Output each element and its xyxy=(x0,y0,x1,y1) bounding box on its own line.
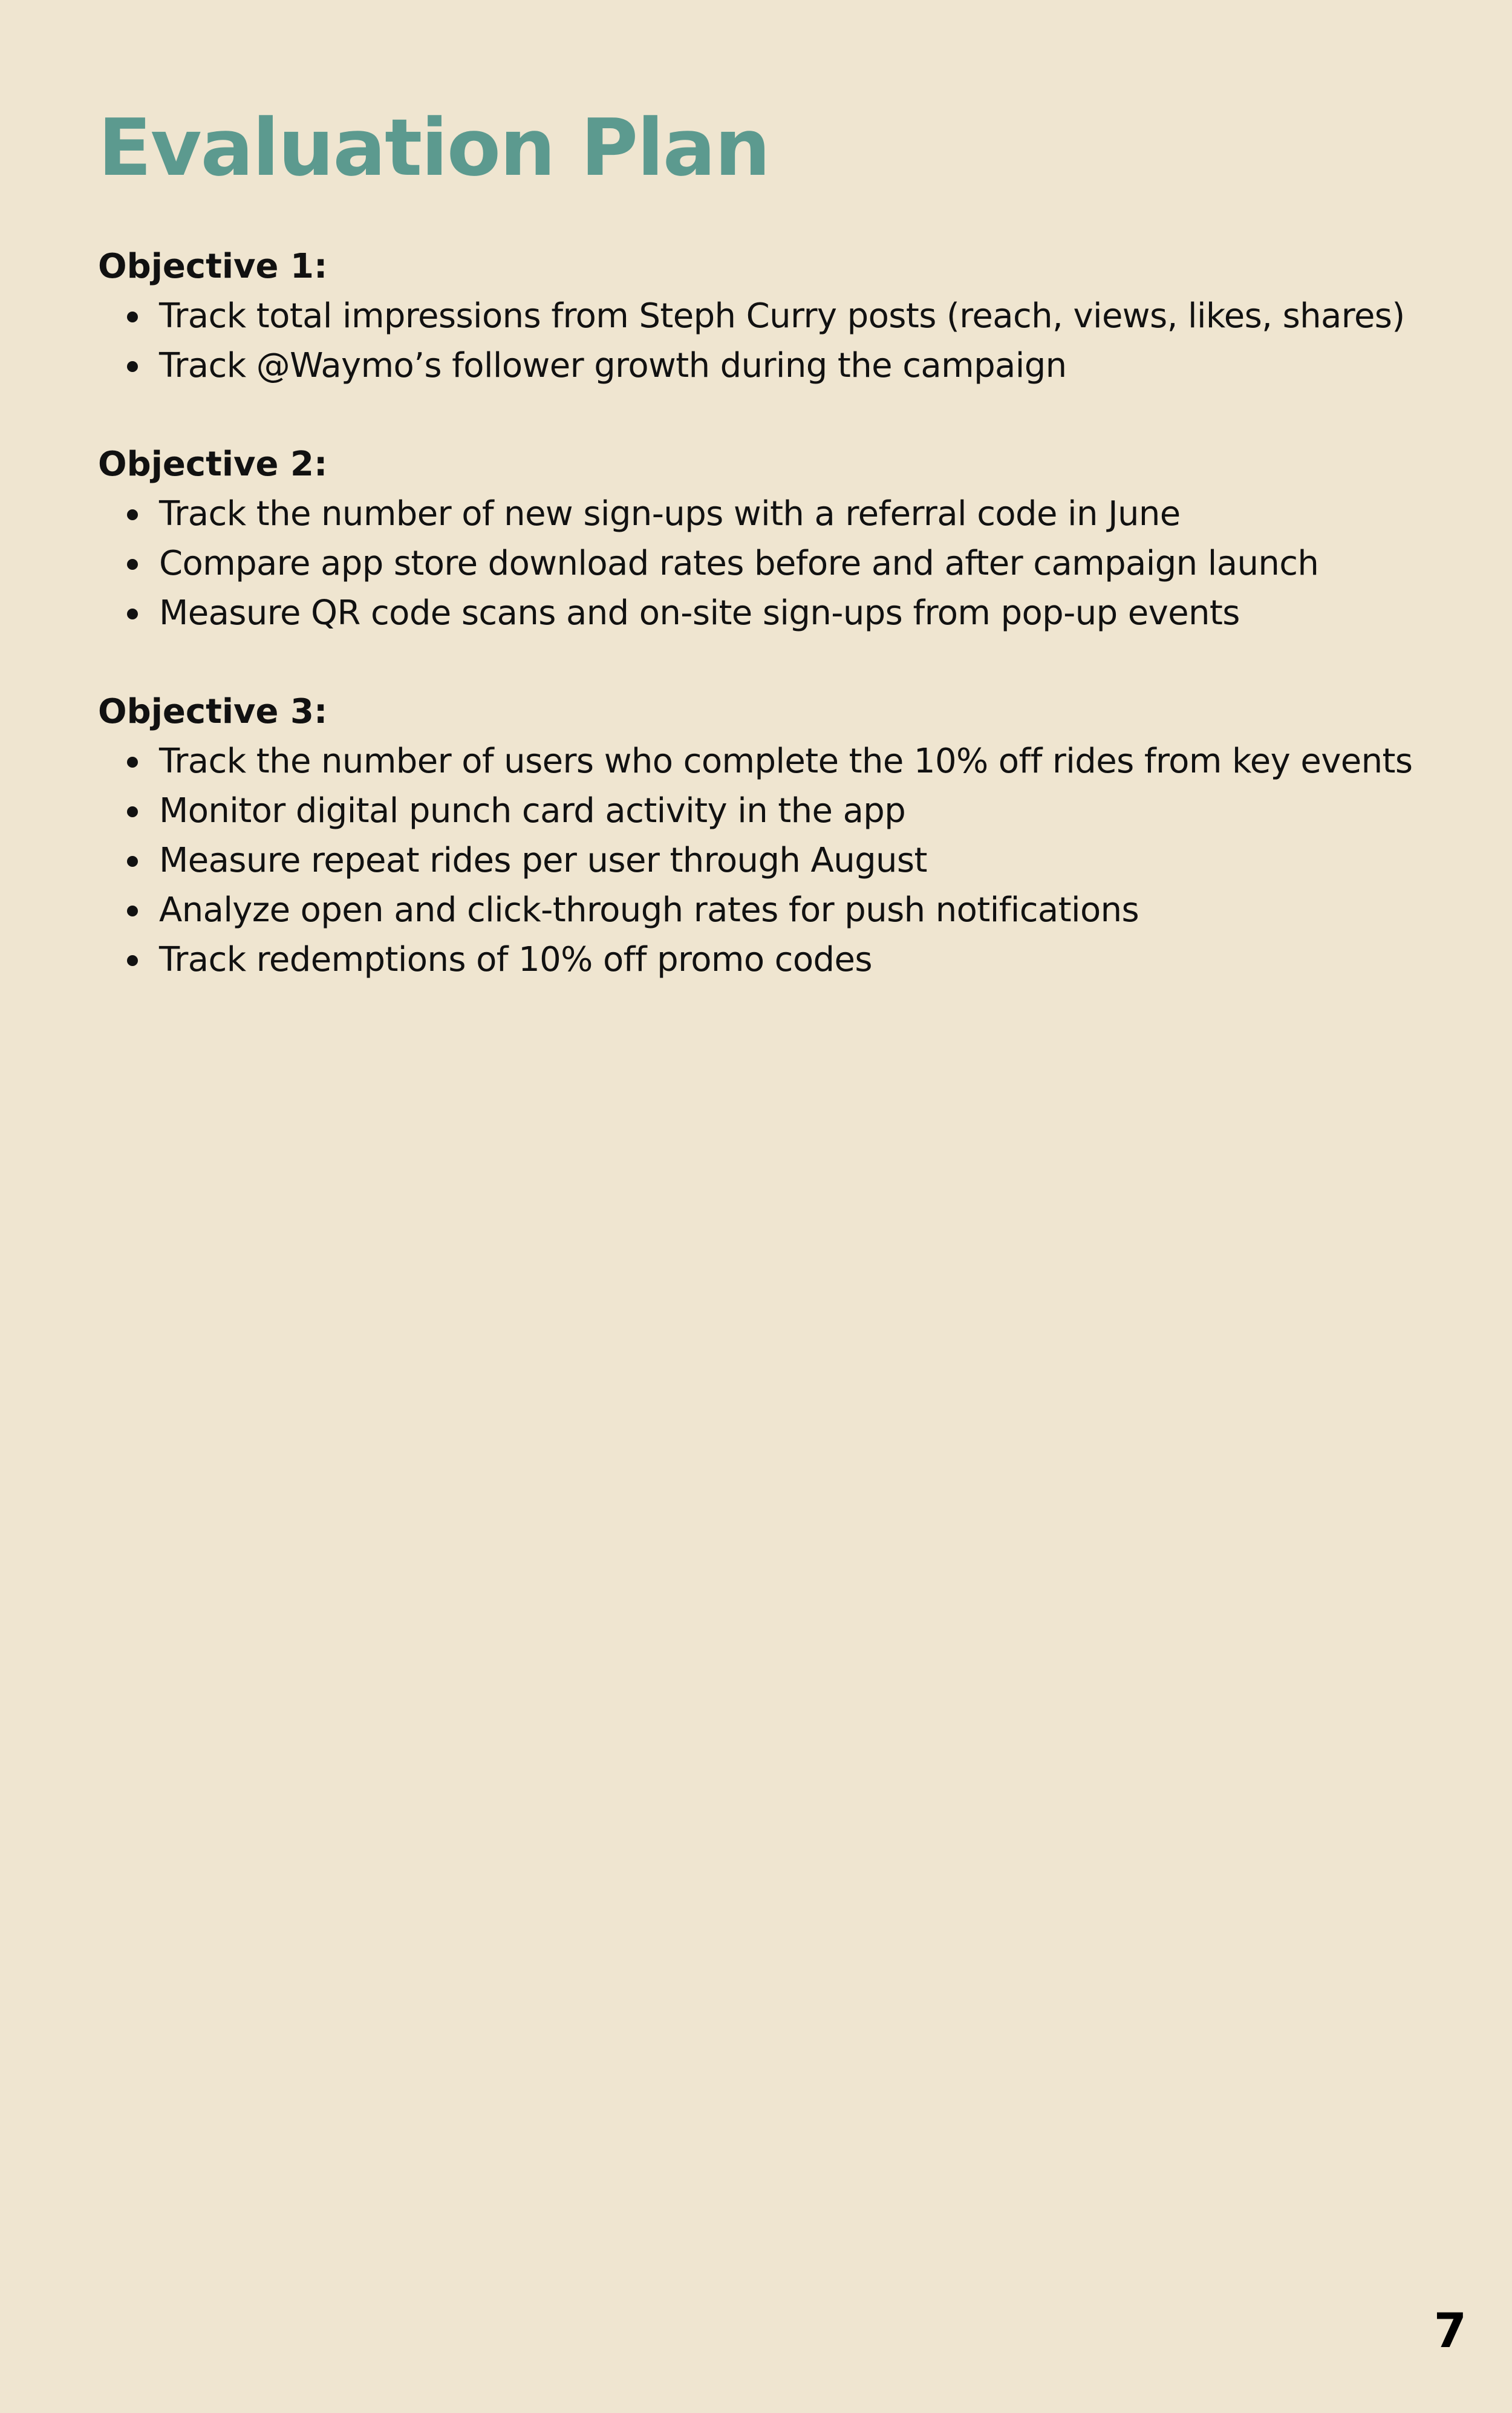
list-item-text: Track the number of new sign-ups with a referral code in June xyxy=(159,494,1181,534)
bullet-icon xyxy=(127,361,138,372)
list-item-text: Measure repeat rides per user through August xyxy=(159,841,927,880)
objective-1-item-1 xyxy=(98,292,1501,341)
list-item-text: Track redemptions of 10% off promo codes xyxy=(159,940,872,979)
list-item-text: Monitor digital punch card activity in the app xyxy=(159,791,906,831)
bullet-icon xyxy=(127,609,138,619)
bullet-icon xyxy=(127,312,138,322)
list-item-text: Analyze open and click-through rates for push notifications xyxy=(159,890,1139,930)
objective-2-item-2 xyxy=(98,539,1501,589)
objective-1-item-2 xyxy=(98,341,1501,391)
bullet-icon xyxy=(127,806,138,817)
objective-2-section xyxy=(98,440,1501,638)
list-item-text: Track the number of users who complete the 10% off rides from key events xyxy=(159,742,1413,781)
objective-3-item-4 xyxy=(98,886,1501,935)
objective-2-item-1 xyxy=(98,489,1501,539)
list-item-text: Compare app store download rates before and after campaign launch xyxy=(159,544,1319,583)
objective-2-heading: Objective 2: xyxy=(98,445,328,484)
page-title: Evaluation Plan xyxy=(98,102,770,194)
objective-2-item-3 xyxy=(98,589,1501,638)
objective-3-item-2 xyxy=(98,786,1501,836)
objective-1-heading: Objective 1: xyxy=(98,247,328,286)
objective-1-section xyxy=(98,242,1501,391)
bullet-icon xyxy=(127,856,138,867)
objective-1-list xyxy=(98,292,1501,391)
objective-2-list xyxy=(98,489,1501,638)
list-item-text: Measure QR code scans and on-site sign-ups from pop-up events xyxy=(159,593,1240,633)
bullet-icon xyxy=(127,906,138,916)
objective-3-item-1 xyxy=(98,737,1501,786)
bullet-icon xyxy=(127,559,138,570)
page-number: 7 xyxy=(1433,2304,1467,2359)
bullet-icon xyxy=(127,955,138,966)
objective-3-section xyxy=(98,687,1501,985)
objective-3-item-5 xyxy=(98,935,1501,985)
list-item-text: Track total impressions from Steph Curry posts (reach, views, likes, shares) xyxy=(159,296,1405,336)
bullet-icon xyxy=(127,757,138,768)
objective-3-heading: Objective 3: xyxy=(98,692,328,731)
bullet-icon xyxy=(127,509,138,520)
objective-3-list xyxy=(98,737,1501,985)
objective-3-item-3 xyxy=(98,836,1501,886)
list-item-text: Track @Waymo’s follower growth during the campaign xyxy=(159,346,1067,385)
